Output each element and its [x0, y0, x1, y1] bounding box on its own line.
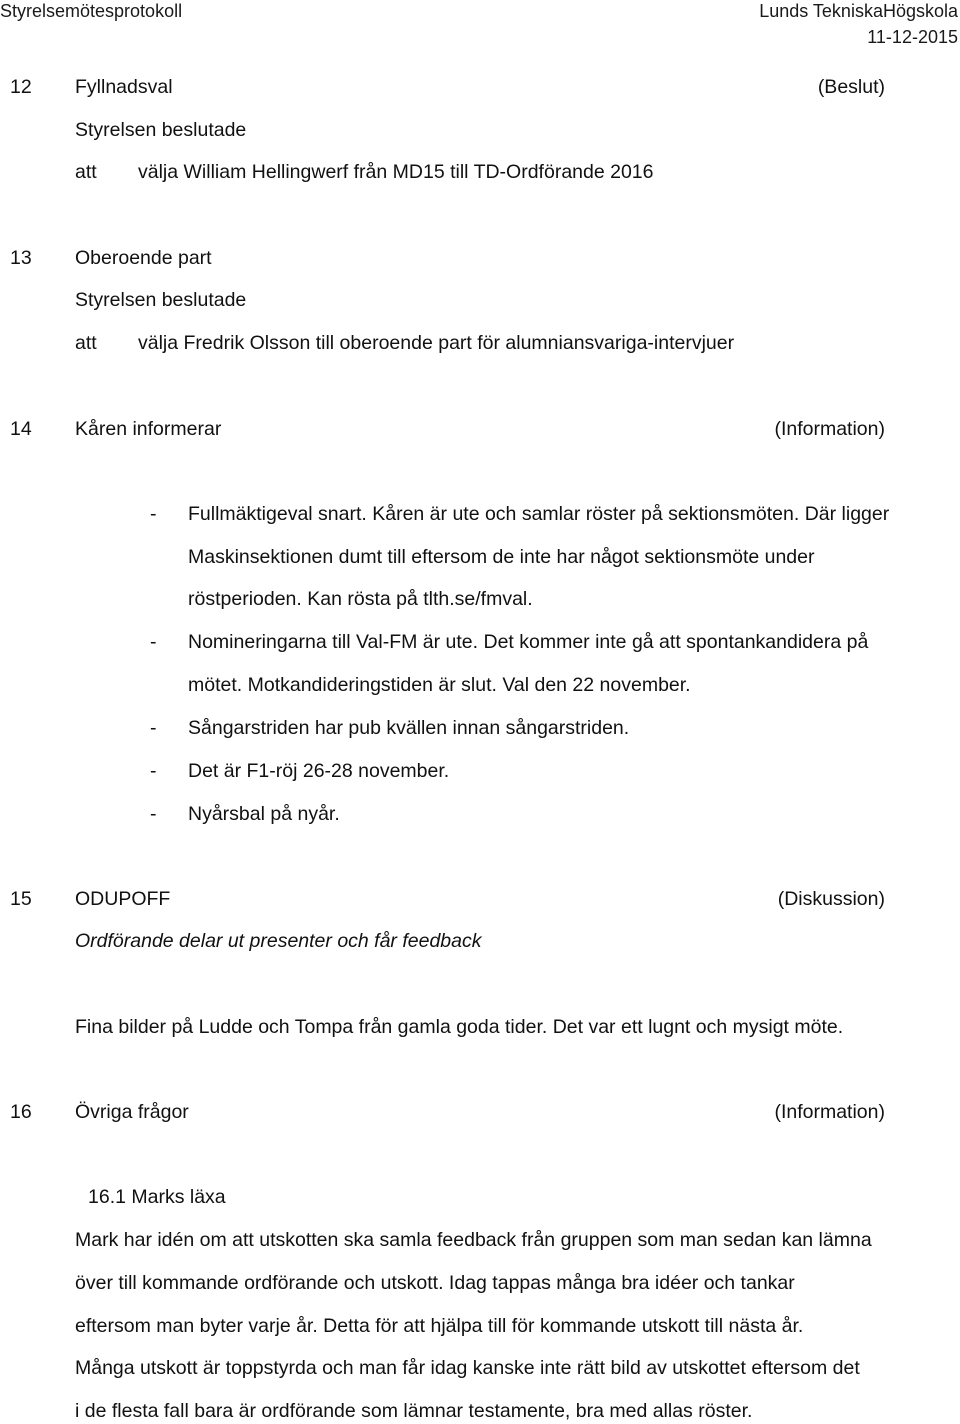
- section-title: Kåren informerar: [75, 418, 222, 440]
- section-title: Fyllnadsval: [75, 76, 173, 98]
- bullet-dash: -: [150, 631, 157, 653]
- section-subtitle: Ordförande delar ut presenter och får feedback: [75, 930, 482, 952]
- paragraph-line: Mark har idén om att utskotten ska samla feedback från gruppen som man sedan kan lämna: [75, 1229, 872, 1251]
- section-title: ODUPOFF: [75, 888, 171, 910]
- section-number: 16: [10, 1101, 32, 1123]
- bullet-dash: -: [150, 760, 157, 782]
- bullet-dash: -: [150, 803, 157, 825]
- section-tag: (Information): [774, 418, 885, 440]
- decision-intro: Styrelsen beslutade: [75, 119, 247, 141]
- section-tag: (Diskussion): [777, 888, 885, 910]
- bullet-line: Nomineringarna till Val-FM är ute. Det kommer inte gå att spontankandidera på: [188, 631, 869, 653]
- paragraph-line: över till kommande ordförande och utskott. Idag tappas många bra idéer och tankar: [75, 1272, 795, 1294]
- header-date: 11-12-2015: [867, 27, 958, 47]
- bullet-line: röstperioden. Kan rösta på tlth.se/fmval.: [188, 588, 533, 610]
- bullet-line: mötet. Motkandideringstiden är slut. Val den 22 november.: [188, 674, 691, 696]
- header-title: Styrelsemötesprotokoll: [0, 1, 183, 21]
- section-title: Övriga frågor: [75, 1101, 189, 1123]
- bullet-dash: -: [150, 503, 157, 525]
- att-label: att: [75, 332, 97, 354]
- bullet-line: Maskinsektionen dumt till eftersom de inte har något sektionsmöte under: [188, 546, 815, 568]
- decision-intro: Styrelsen beslutade: [75, 289, 247, 311]
- header-org: Lunds TekniskaHögskola: [759, 1, 958, 21]
- paragraph-line: eftersom man byter varje år. Detta för att hjälpa till för kommande utskott till nästa år.: [75, 1315, 804, 1337]
- section-number: 12: [10, 76, 32, 98]
- section-number: 14: [10, 418, 32, 440]
- bullet-dash: -: [150, 717, 157, 739]
- section-number: 13: [10, 247, 32, 269]
- paragraph-line: i de flesta fall bara är ordförande som lämnar testamente, bra med allas röster.: [75, 1400, 753, 1422]
- bullet-line: Fullmäktigeval snart. Kåren är ute och samlar röster på sektionsmöten. Där ligger: [188, 503, 890, 525]
- section-title: Oberoende part: [75, 247, 212, 269]
- subsection-heading: 16.1 Marks läxa: [88, 1186, 226, 1208]
- section-number: 15: [10, 888, 32, 910]
- decision-text: välja William Hellingwerf från MD15 till TD-Ordförande 2016: [138, 161, 654, 183]
- section-text: Fina bilder på Ludde och Tompa från gamla goda tider. Det var ett lugnt och mysigt möte.: [75, 1016, 844, 1038]
- paragraph-line: Många utskott är toppstyrda och man får idag kanske inte rätt bild av utskottet eftersom det: [75, 1357, 860, 1379]
- bullet-line: Sångarstriden har pub kvällen innan sångarstriden.: [188, 717, 630, 739]
- bullet-line: Nyårsbal på nyår.: [188, 803, 340, 825]
- section-tag: (Information): [774, 1101, 885, 1123]
- section-tag: (Beslut): [817, 76, 885, 98]
- decision-text: välja Fredrik Olsson till oberoende part för alumniansvariga-intervjuer: [138, 332, 735, 354]
- bullet-line: Det är F1-röj 26-28 november.: [188, 760, 450, 782]
- att-label: att: [75, 161, 97, 183]
